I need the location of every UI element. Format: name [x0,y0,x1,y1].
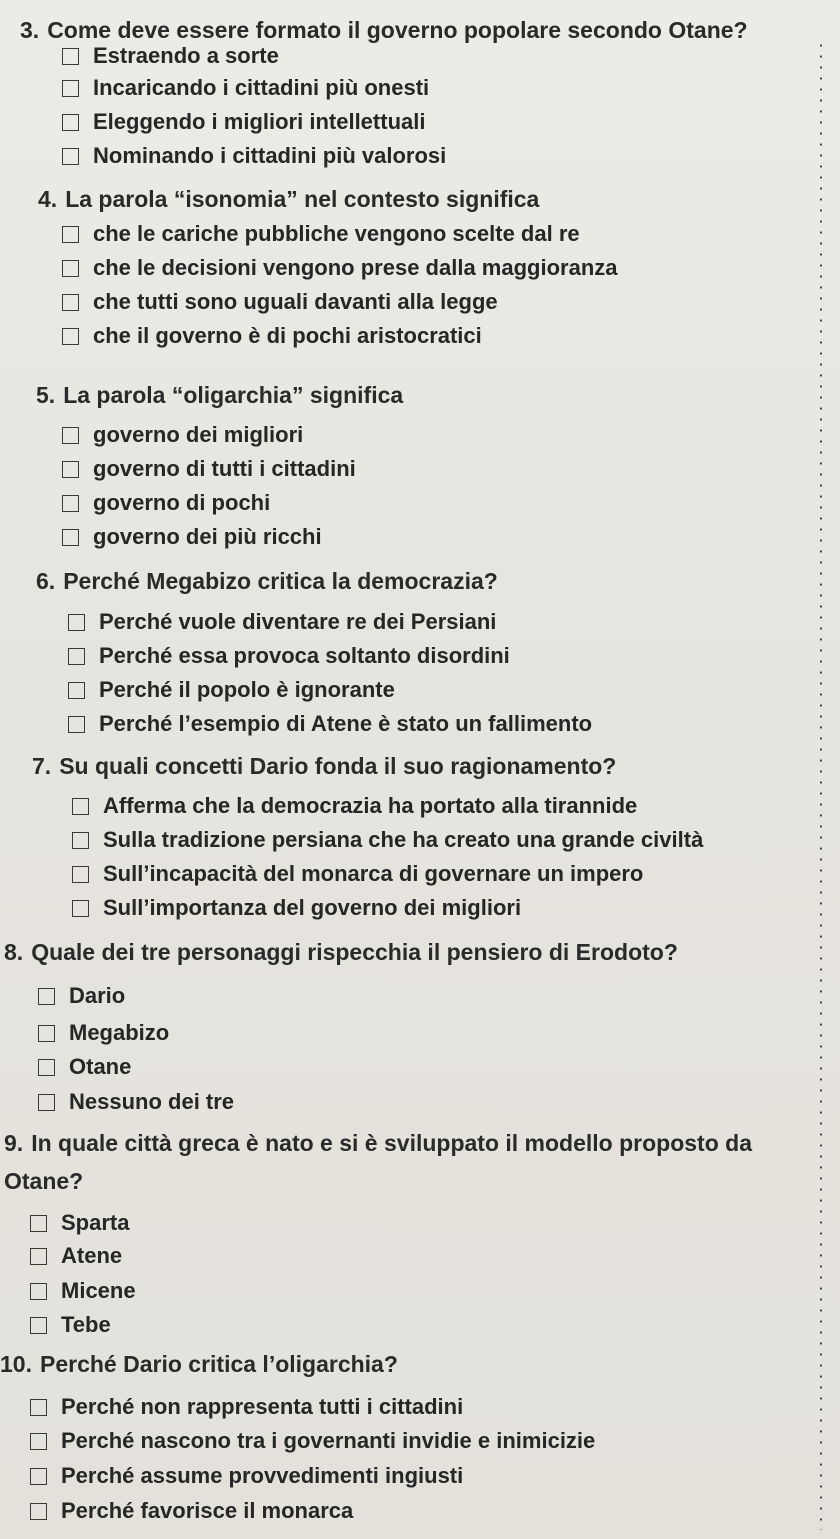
checkbox[interactable] [30,1248,47,1265]
checkbox[interactable] [62,80,79,97]
option-label: che tutti sono uguali davanti alla legge [93,289,498,314]
answer-option[interactable] [68,642,510,670]
option-label: Incaricando i cittadini più onesti [93,75,430,100]
answer-option[interactable] [62,322,482,350]
option-label: Tebe [61,1312,111,1337]
checkbox[interactable] [68,716,85,733]
answer-option[interactable] [62,421,303,449]
checkbox[interactable] [30,1503,47,1520]
option-label: Nessuno dei tre [69,1089,235,1114]
answer-option[interactable] [30,1497,353,1525]
answer-option[interactable] [30,1311,111,1339]
answer-option[interactable] [62,108,425,136]
checkbox[interactable] [62,48,79,65]
answer-option[interactable] [30,1427,595,1455]
question-9 [4,1124,794,1200]
option-label: governo di tutti i cittadini [93,456,356,481]
answer-option[interactable] [30,1242,122,1270]
option-label: Megabizo [69,1020,170,1045]
answer-option[interactable] [62,42,279,70]
option-label: Sull’incapacità del monarca di governare un impero [103,861,644,886]
question-text: La parola “oligarchia” significa [63,382,404,408]
answer-option[interactable] [30,1277,136,1305]
question-number: 7. [32,753,52,779]
checkbox[interactable] [30,1283,47,1300]
answer-option[interactable] [62,288,498,316]
checkbox[interactable] [38,1094,55,1111]
answer-option[interactable] [68,676,395,704]
checkbox[interactable] [62,427,79,444]
checkbox[interactable] [30,1399,47,1416]
option-label: Sparta [61,1210,130,1235]
option-label: Dario [69,983,126,1008]
question-text: La parola “isonomia” nel contesto significa [65,186,540,212]
checkbox[interactable] [38,988,55,1005]
checkbox[interactable] [62,114,79,131]
question-7 [32,752,616,780]
checkbox[interactable] [72,900,89,917]
option-label: Afferma che la democrazia ha portato alla tirannide [103,793,638,818]
checkbox[interactable] [68,682,85,699]
answer-option[interactable] [68,608,496,636]
question-text: Come deve essere formato il governo popolare secondo Otane? [47,17,748,43]
option-label: governo dei migliori [93,422,304,447]
question-10 [0,1350,398,1378]
question-text: Quale dei tre personaggi rispecchia il pensiero di Erodoto? [31,939,678,965]
question-text: In quale città greca è nato e si è sviluppato il modello proposto da Otane? [4,1130,752,1194]
answer-option[interactable] [62,489,270,517]
option-label: Sulla tradizione persiana che ha creato una grande civiltà [103,827,704,852]
option-label: Perché non rappresenta tutti i cittadini [61,1394,464,1419]
option-label: governo dei più ricchi [93,524,322,549]
question-text: Perché Dario critica l’oligarchia? [39,1351,398,1377]
option-label: Perché nascono tra i governanti invidie e inimicizie [61,1428,596,1453]
option-label: Perché il popolo è ignorante [99,677,395,702]
option-label: Nominando i cittadini più valorosi [93,143,447,168]
question-number: 6. [36,568,56,594]
answer-option[interactable] [62,254,618,282]
checkbox[interactable] [68,614,85,631]
checkbox[interactable] [30,1433,47,1450]
question-8 [4,938,678,966]
checkbox[interactable] [62,260,79,277]
checkbox[interactable] [30,1215,47,1232]
answer-option[interactable] [72,860,643,888]
checkbox[interactable] [62,495,79,512]
checkbox[interactable] [62,461,79,478]
question-text: Perché Megabizo critica la democrazia? [63,568,498,594]
question-number: 5. [36,382,56,408]
option-label: che il governo è di pochi aristocratici [93,323,482,348]
answer-option[interactable] [72,826,703,854]
question-5 [36,381,403,409]
answer-option[interactable] [68,710,592,738]
option-label: che le cariche pubbliche vengono scelte dal re [93,221,580,246]
answer-option[interactable] [62,142,446,170]
question-4 [38,185,539,213]
option-label: Perché vuole diventare re dei Persiani [99,609,497,634]
option-label: Atene [61,1243,123,1268]
answer-option[interactable] [72,792,637,820]
answer-option[interactable] [30,1209,129,1237]
answer-option[interactable] [38,1019,169,1047]
answer-option[interactable] [38,1088,234,1116]
answer-option[interactable] [62,220,580,248]
checkbox[interactable] [62,294,79,311]
option-label: Micene [61,1278,136,1303]
option-label: Sull’importanza del governo dei migliori [103,895,522,920]
answer-option[interactable] [38,982,125,1010]
checkbox[interactable] [72,866,89,883]
margin-dotted-line [820,40,822,1530]
checkbox[interactable] [30,1468,47,1485]
question-6 [36,567,498,595]
question-number: 10. [0,1351,32,1377]
answer-option[interactable] [62,455,356,483]
question-text: Su quali concetti Dario fonda il suo ragionamento? [59,753,617,779]
option-label: Otane [69,1054,132,1079]
question-number: 3. [20,17,40,43]
answer-option[interactable] [30,1462,463,1490]
checkbox[interactable] [62,328,79,345]
option-label: Perché assume provvedimenti ingiusti [61,1463,464,1488]
answer-option[interactable] [62,523,322,551]
option-label: Perché favorisce il monarca [61,1498,354,1523]
answer-option[interactable] [62,74,429,102]
option-label: Perché essa provoca soltanto disordini [99,643,510,668]
question-number: 4. [38,186,58,212]
checkbox[interactable] [72,798,89,815]
checkbox[interactable] [62,529,79,546]
checkbox[interactable] [62,148,79,165]
checkbox[interactable] [62,226,79,243]
answer-option[interactable] [72,894,521,922]
option-label: che le decisioni vengono prese dalla maggioranza [93,255,618,280]
checkbox[interactable] [38,1059,55,1076]
checkbox[interactable] [30,1317,47,1334]
option-label: Perché l’esempio di Atene è stato un fallimento [99,711,593,736]
question-number: 9. [4,1130,24,1156]
question-3 [20,16,748,44]
checkbox[interactable] [72,832,89,849]
question-number: 8. [4,939,24,965]
answer-option[interactable] [30,1393,463,1421]
checkbox[interactable] [68,648,85,665]
option-label: Eleggendo i migliori intellettuali [93,109,426,134]
option-label: Estraendo a sorte [93,43,279,68]
answer-option[interactable] [38,1053,131,1081]
option-label: governo di pochi [93,490,271,515]
checkbox[interactable] [38,1025,55,1042]
